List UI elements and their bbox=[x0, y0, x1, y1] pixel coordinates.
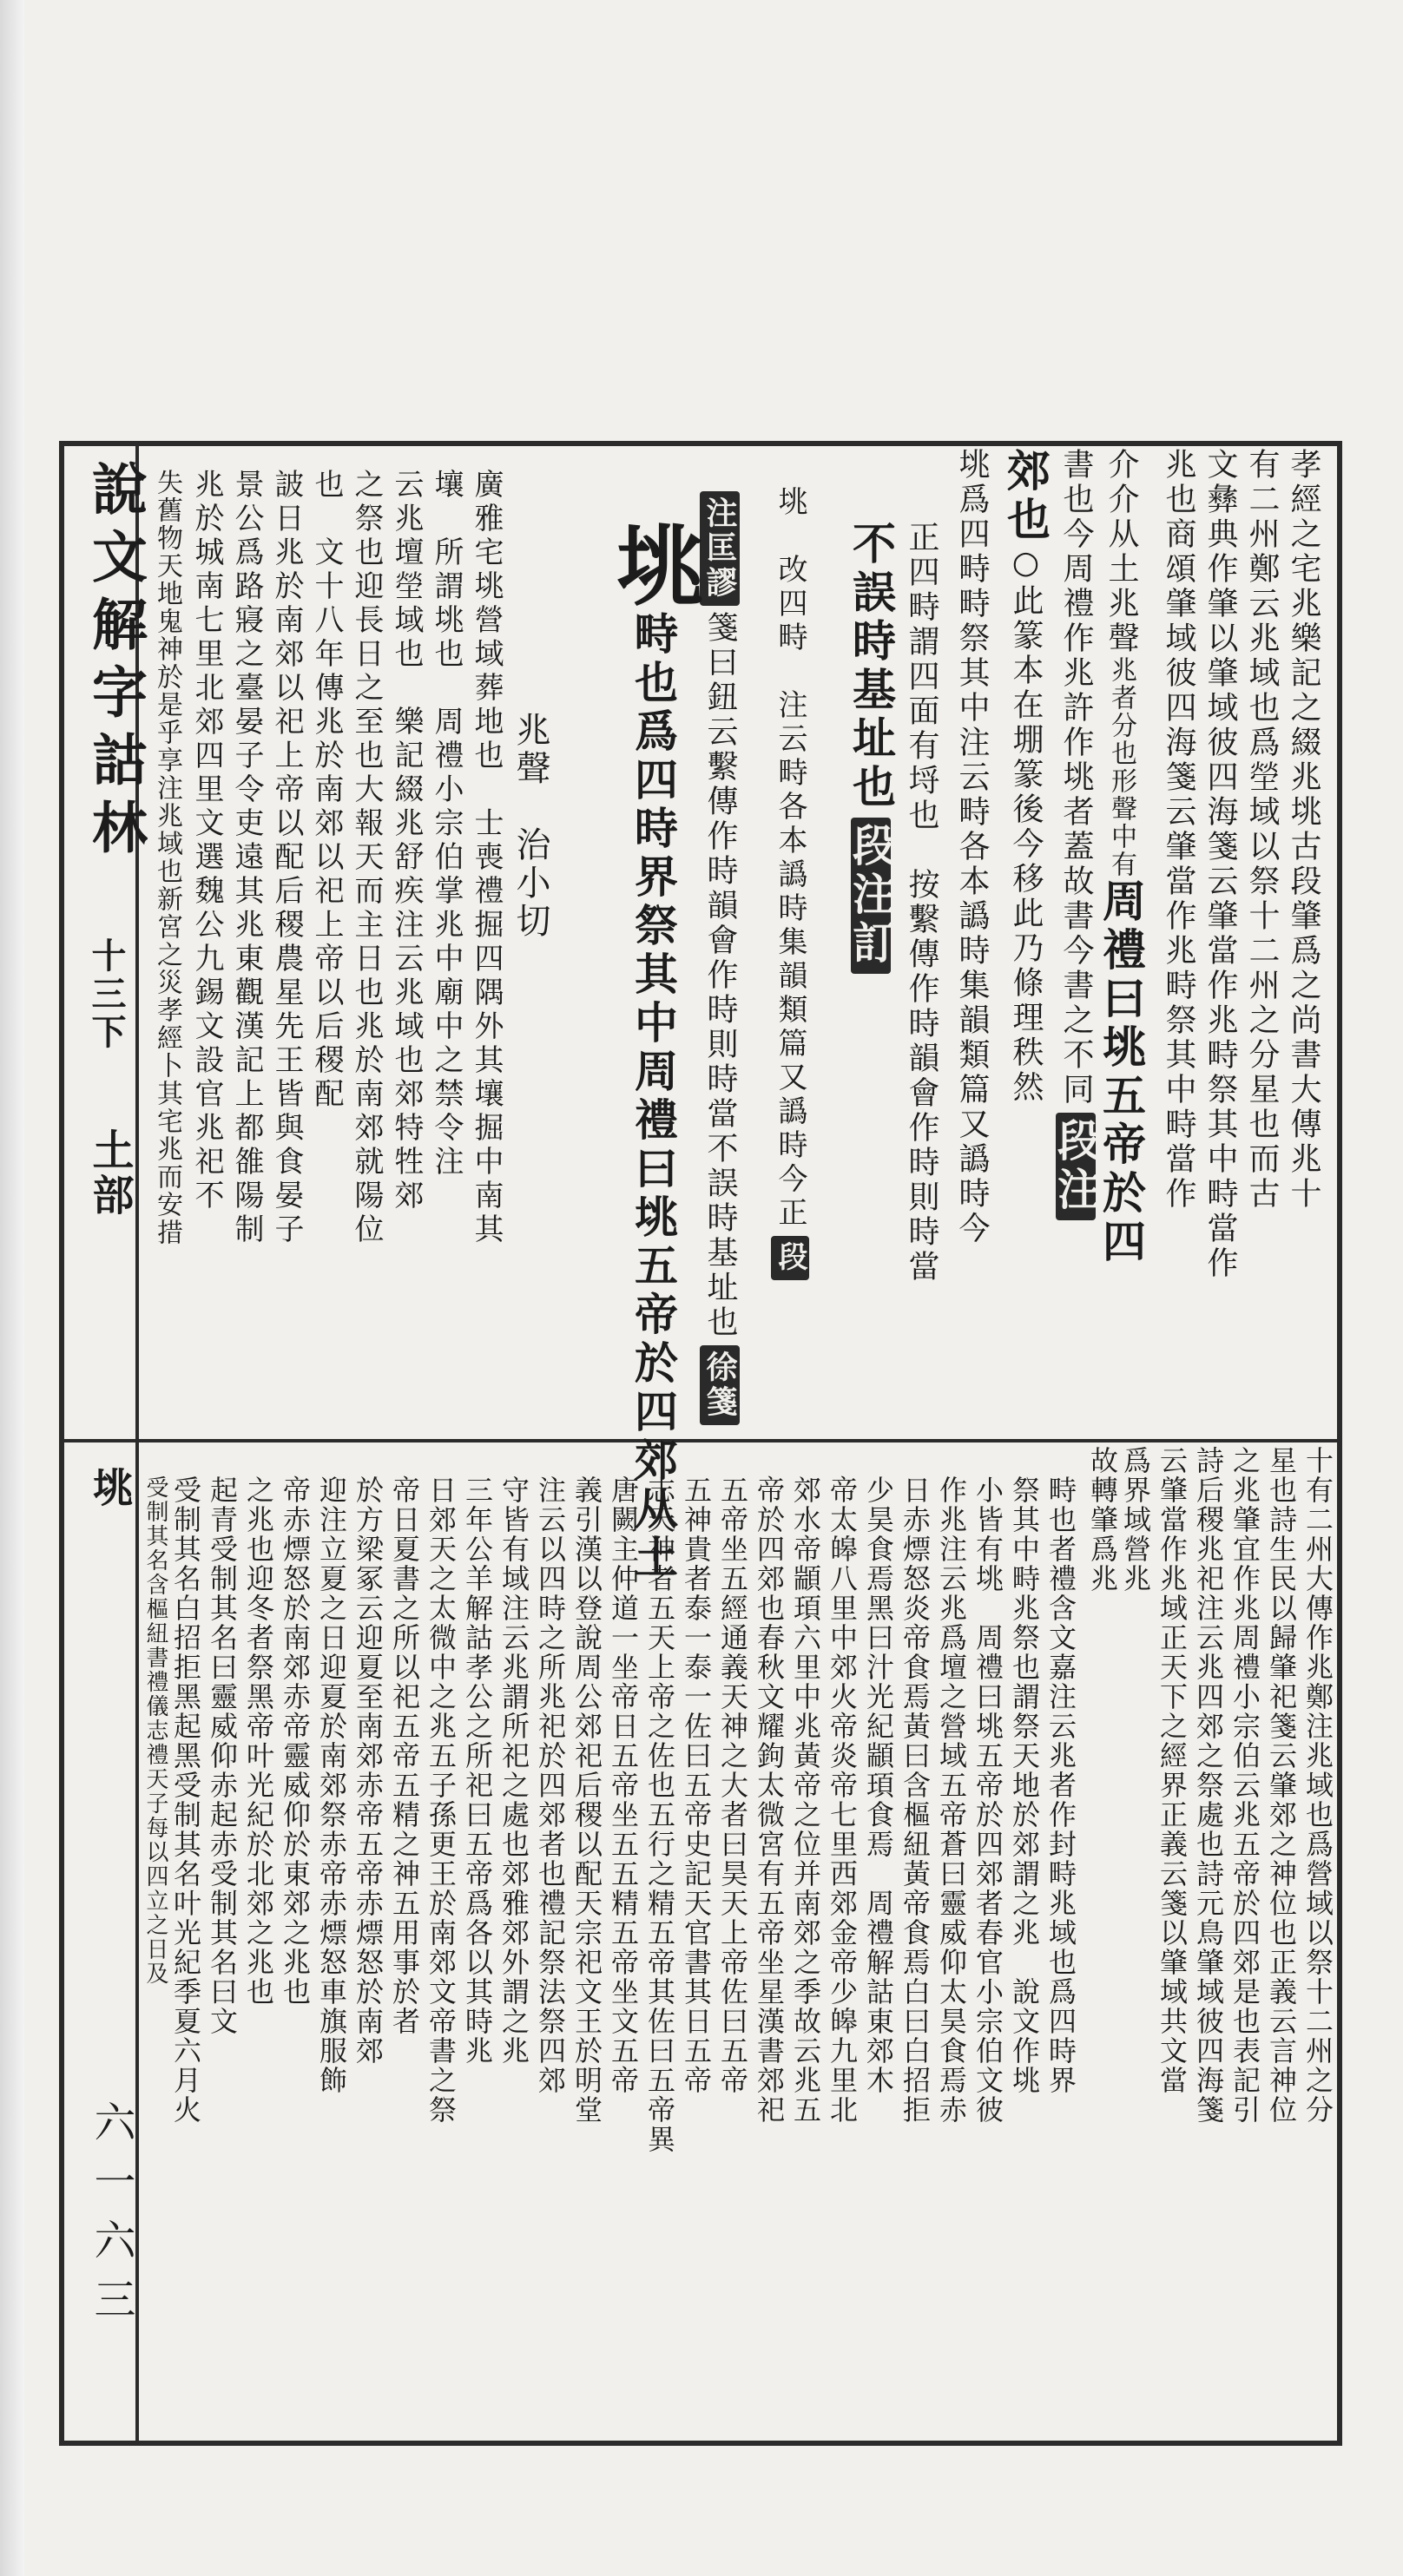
lower-col-19: 志天神者五天上帝之佐也五行之精五帝其佐曰五帝異 bbox=[643, 1475, 676, 2154]
lower-col-10: 小皆有垗 周禮曰垗五帝於四郊者春官小宗伯文彼 bbox=[972, 1475, 1004, 2125]
lower-col-5: 云肇當作兆域正天下之經界正義云箋以肇域共文當 bbox=[1156, 1446, 1189, 2095]
upper-col-16: 壤 所謂垗也 周禮小宗伯掌兆中廟中之禁令注 bbox=[429, 469, 464, 1180]
zhu-kuang-miu-badge: 注匡謬 bbox=[700, 491, 740, 606]
entry-note: 兆者分也形聲中有 bbox=[1106, 656, 1136, 878]
lower-col-23: 守皆有域注云兆謂所祀之處也郊雅郊外謂之兆 bbox=[497, 1475, 530, 2066]
upper-col-13 bbox=[602, 521, 704, 1583]
lower-col-1: 十有二州大傳作兆鄭注兆域也爲營域以祭十二州之分 bbox=[1301, 1446, 1334, 2125]
upper-col-13-text: 畤也爲四時界祭其中周禮曰垗五帝於四郊从土 bbox=[628, 611, 679, 1583]
duan-zhu-ding-badge: 段注訂 bbox=[851, 818, 891, 974]
volume-label: 十三下 bbox=[86, 937, 127, 1052]
upper-col-10-text: 不誤時基址也 bbox=[846, 521, 897, 812]
lower-col-24: 三年公羊解詁孝公之所祀曰五帝爲各以其時兆 bbox=[461, 1475, 494, 2066]
upper-col-3: 文彝典作肇以肇域彼四海箋云肇當作兆畤祭其中畤當作 bbox=[1202, 448, 1238, 1281]
upper-col-10 bbox=[846, 521, 897, 979]
upper-col-17: 云兆壇塋域也 樂記綴兆舒疾注云兆域也郊特牲郊 bbox=[389, 469, 424, 1213]
char-label: 垗 bbox=[87, 1467, 134, 1519]
book-title: 說文解字詁林 bbox=[82, 460, 148, 866]
lower-col-28: 迎注立夏之日迎夏於南郊祭赤帝赤熛怒車旗服飾 bbox=[315, 1475, 348, 2095]
scan-edge bbox=[0, 0, 24, 2576]
lower-col-29: 帝赤熛怒於南郊赤帝靈威仰於東郊之兆也 bbox=[279, 1475, 312, 2007]
lower-col-22: 注云以四時之所兆祀於四郊者也禮記祭法祭四郊 bbox=[534, 1475, 567, 2095]
lower-col-20: 唐闕主仲道一坐帝日五帝坐五五精五帝坐文五帝 bbox=[607, 1475, 640, 2095]
lower-col-14: 帝太皞八里中郊火帝炎帝七里西郊金帝少皞九里北 bbox=[826, 1475, 859, 2125]
upper-col-20: 詖日兆於南郊以祀上帝以配后稷農星先王皆與食晏子 bbox=[269, 469, 304, 1247]
lower-col-9: 祭其中畤兆祭也謂祭天地於郊謂之兆 說文作垗 bbox=[1008, 1475, 1041, 2095]
upper-col-7 bbox=[1000, 448, 1051, 1105]
lower-col-32: 受制其名白招拒黑起黑受制其名叶光紀季夏六月火 bbox=[169, 1475, 202, 2125]
upper-col-8: 垗爲四畤畤祭其中注云畤各本譌時集韻類篇又譌時今 bbox=[954, 448, 990, 1246]
upper-col-19: 也 文十八年傳兆於南郊以祀上帝以后稷配 bbox=[309, 469, 344, 1112]
upper-col-23: 失舊物天地鬼神於是乎享注兆域也新宮之災孝經卜其宅兆而安措 bbox=[152, 469, 182, 1246]
lower-col-31: 起青受制其名曰靈威仰赤起赤受制其名曰文 bbox=[206, 1475, 239, 2036]
upper-col-14: 兆聲 治小切 bbox=[510, 712, 550, 941]
upper-col-11-text: 垗 改四畤 注云畤各本譌時集韻類篇又譌時今正 bbox=[773, 486, 807, 1231]
lower-col-12: 日赤熛怒炎帝食焉黃曰含樞紐黃帝食焉白曰白招拒 bbox=[899, 1475, 932, 2125]
xu-jian-badge: 徐箋 bbox=[700, 1345, 740, 1425]
lower-col-11: 作兆注云兆爲壇之營域五帝蒼曰靈威仰太昊食焉赤 bbox=[935, 1475, 968, 2125]
lower-col-15: 郊水帝顓頊六里中兆黃帝之位并南郊之季故云兆五 bbox=[789, 1475, 822, 2125]
lower-col-25: 日郊天之太微中之兆五子孫更王於南郊文帝書之祭 bbox=[425, 1475, 458, 2125]
upper-col-4: 兆也商頌肇域彼四海箋云肇當作兆畤祭其中畤當作 bbox=[1161, 448, 1196, 1212]
lower-col-27: 於方梁冢云迎夏至南郊赤帝五帝赤熛怒於南郊 bbox=[352, 1475, 385, 2066]
lower-col-3: 之兆肇宜作兆周禮小宗伯云兆五帝於四郊是也表記引 bbox=[1228, 1446, 1261, 2125]
entry-intro: 介介从土兆聲 bbox=[1103, 448, 1139, 656]
lower-col-16: 帝於四郊也春秋文耀鉤太微宮有五帝坐星漢書郊祀 bbox=[753, 1475, 786, 2125]
duan-badge: 段 bbox=[771, 1236, 809, 1280]
upper-col-9: 正四畤謂四面有埒也 按繫傳作時韻會作時則時當 bbox=[904, 521, 939, 1285]
lower-col-30: 之兆也迎冬者祭黑帝叶光紀於北郊之兆也 bbox=[242, 1475, 275, 2007]
lower-col-18: 五神貴者泰一泰一佐曰五帝史記天官書其日五帝 bbox=[680, 1475, 713, 2095]
upper-col-18: 之祭也迎長日之至也大報天而主日也兆於南郊就陽位 bbox=[349, 469, 384, 1247]
upper-col-21: 景公爲路寢之臺晏子令吏遠其兆東觀漢記上都雒陽制 bbox=[229, 469, 264, 1247]
radical-label: 土部 bbox=[85, 1128, 134, 1219]
lower-col-26: 帝日夏書之所以祀五帝五精之神五用事於者 bbox=[388, 1475, 421, 2036]
upper-col-6 bbox=[1051, 448, 1102, 1226]
upper-col-7-head: 郊也 bbox=[1000, 448, 1051, 545]
lower-col-4: 詩后稷兆祀注云兆四郊之祭處也詩元鳥肇域彼四海箋 bbox=[1192, 1446, 1225, 2125]
upper-col-12-text: 箋曰鈕云繫傳作時韻會作時則時當不誤時基址也 bbox=[702, 611, 738, 1340]
head-char: 垗 bbox=[602, 521, 704, 611]
duan-zhu-badge: 段注 bbox=[1056, 1113, 1096, 1220]
upper-col-12 bbox=[700, 486, 740, 1430]
lower-col-17: 五帝坐五經通義天神之大者曰昊天上帝佐曰五帝 bbox=[716, 1475, 749, 2095]
upper-col-2: 有二州鄭云兆域也爲塋域以祭十二州之分星也而古 bbox=[1244, 448, 1280, 1212]
lower-col-2: 星也詩生民以歸肇祀箋云肇郊之神位也正義云言神位 bbox=[1265, 1446, 1298, 2125]
page-number: 六一六三 bbox=[87, 2100, 135, 2336]
entry-citation: 周禮曰垗五帝於四 bbox=[1096, 878, 1147, 1267]
upper-col-1: 孝經之宅兆樂記之綴兆垗古段肇爲之尚書大傳兆十 bbox=[1286, 448, 1321, 1212]
upper-col-15: 廣雅宅垗營域葬地也 士喪禮掘四隅外其壤掘中南其 bbox=[469, 469, 504, 1247]
upper-col-6-text: 書也今周禮作兆許作垗者蓋故書今書之不同 bbox=[1058, 448, 1094, 1107]
upper-col-5 bbox=[1096, 448, 1147, 1267]
lower-col-8: 畤也者禮含文嘉注云兆者作封畤兆域也爲四時界 bbox=[1044, 1475, 1077, 2095]
upper-col-7-text: ○此篆本在堋篆後今移此乃條理秩然 bbox=[1008, 545, 1044, 1105]
lower-col-21: 義引漢以登說周公郊祀后稷以配天宗祀文王於明堂 bbox=[570, 1475, 603, 2125]
lower-col-33: 受制其名含樞紐書禮儀志禮天子每以四立之日及 bbox=[142, 1475, 168, 1986]
upper-col-22: 兆於城南七里北郊四里文選魏公九錫文設官兆祀不 bbox=[189, 469, 224, 1213]
upper-col-11 bbox=[771, 486, 809, 1285]
lower-col-6: 爲界域營兆 bbox=[1119, 1446, 1152, 1594]
lower-col-7: 故轉肇爲兆 bbox=[1086, 1446, 1119, 1594]
lower-col-13: 少昊食焉黑曰汁光紀顓頊食焉 周禮解詁東郊木 bbox=[862, 1475, 895, 2095]
section-divider bbox=[59, 1439, 1342, 1442]
